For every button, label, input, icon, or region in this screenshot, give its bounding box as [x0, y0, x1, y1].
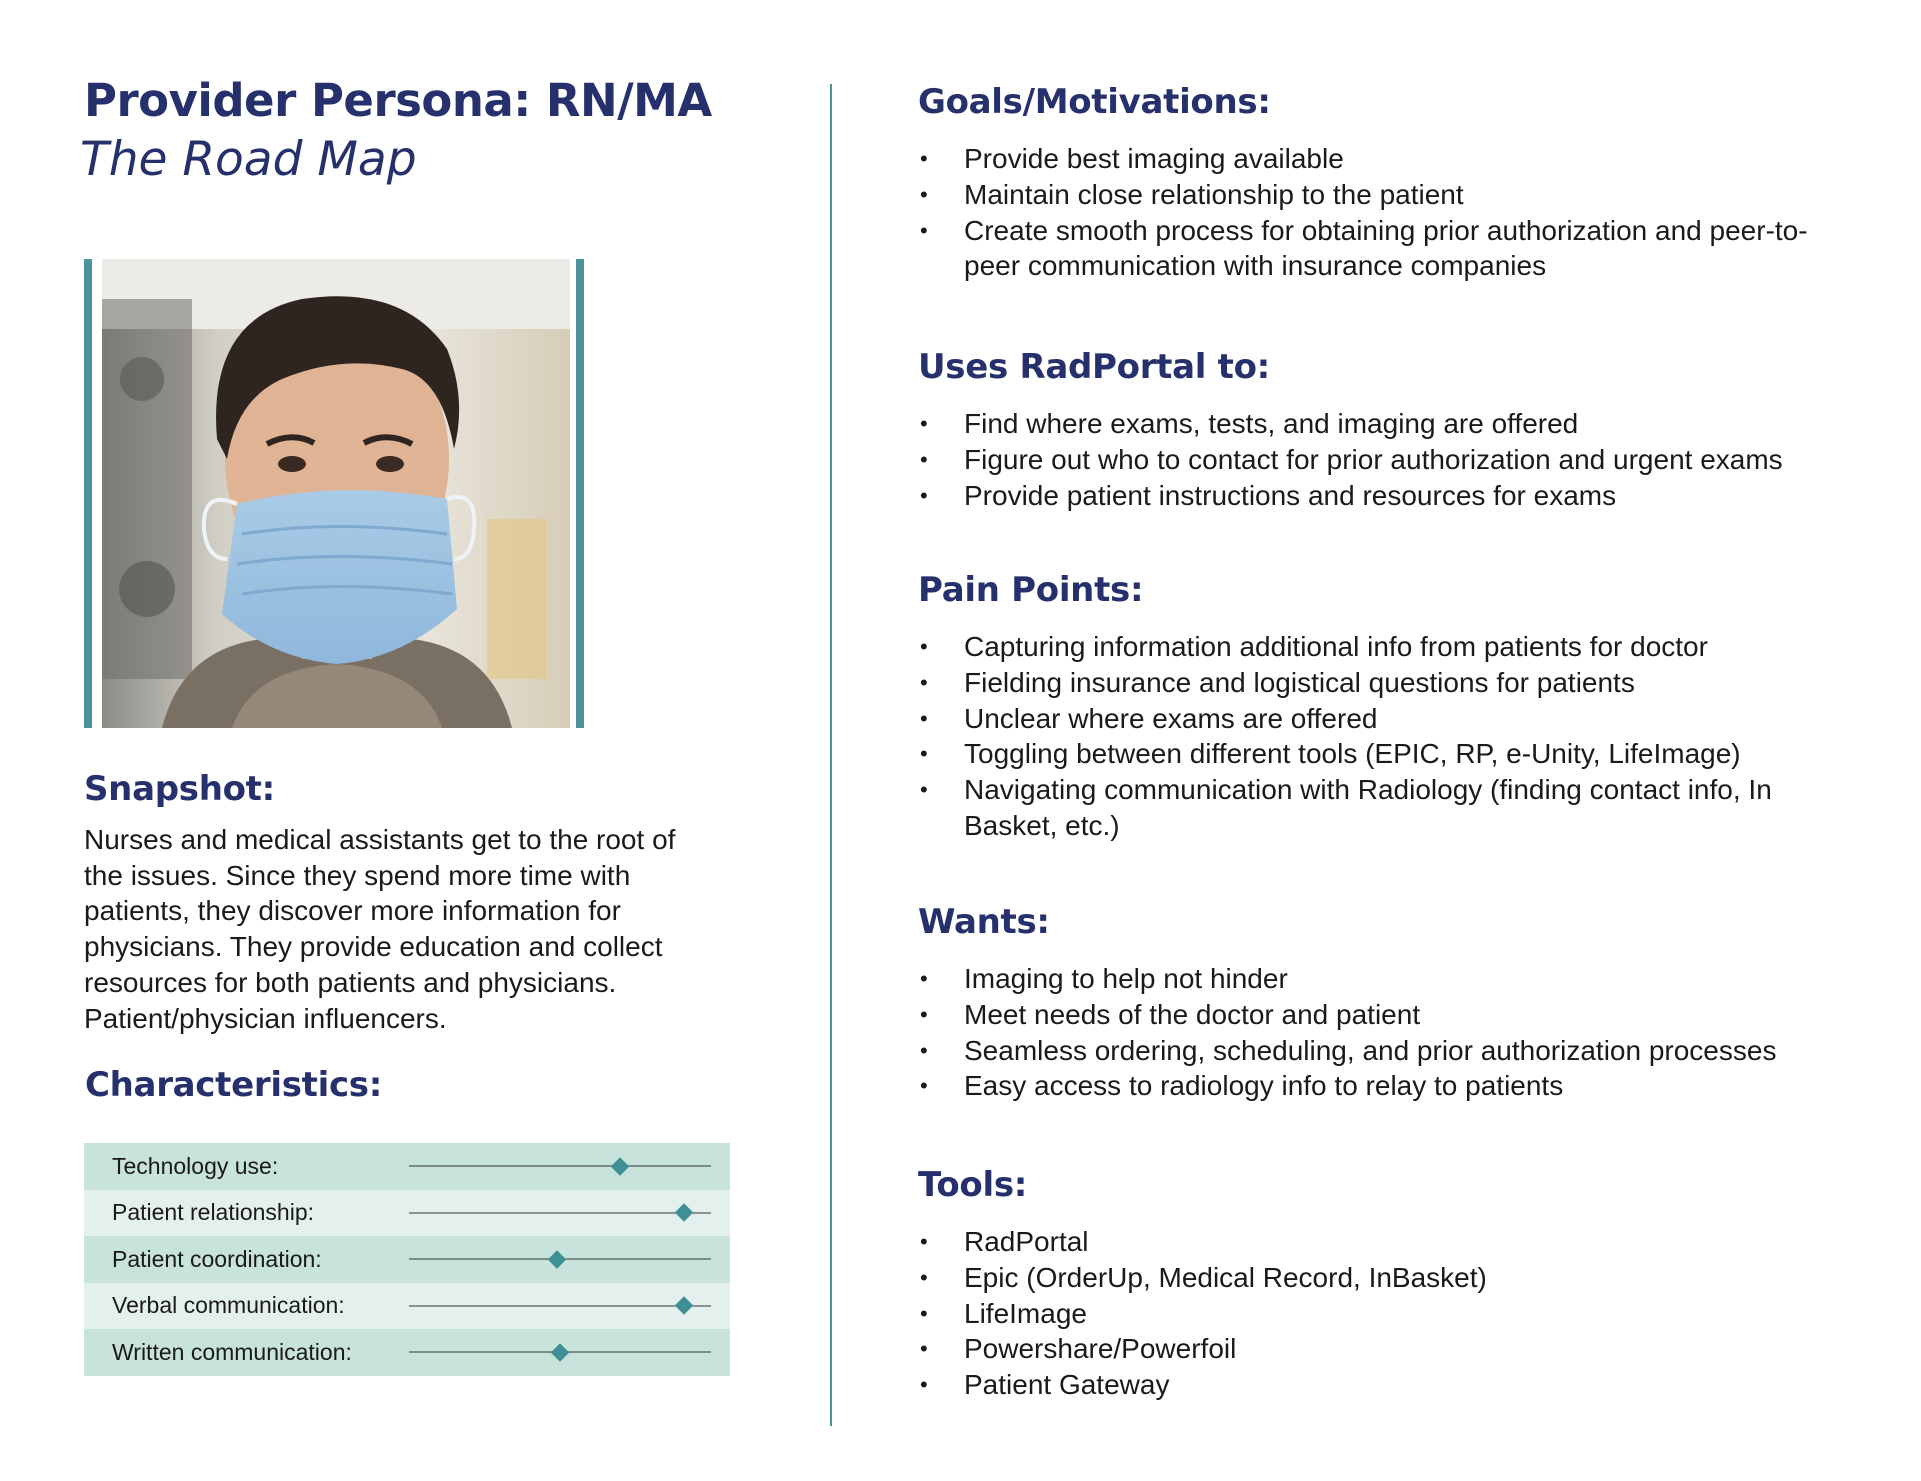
characteristic-label: Written communication: — [112, 1338, 352, 1365]
list-item: • Provide patient instructions and resources for exams — [920, 479, 1617, 511]
list-item: • Unclear where exams are offered — [920, 702, 1378, 734]
characteristics-table — [84, 1143, 730, 1376]
persona-photo-frame — [84, 259, 584, 728]
list-item: • Patient Gateway — [920, 1369, 1170, 1401]
characteristic-slider — [409, 1305, 711, 1306]
list-item: • LifeImage — [920, 1297, 1087, 1329]
page-subtitle: The Road Map — [80, 132, 417, 187]
list-item: • RadPortal — [920, 1226, 1089, 1257]
page-title: Provider Persona: RN/MA — [84, 74, 712, 127]
persona-photo — [102, 259, 570, 728]
characteristics-heading: Characteristics: — [85, 1065, 383, 1105]
characteristic-slider — [409, 1212, 711, 1213]
photo-frame-bar-right — [576, 259, 584, 728]
characteristic-marker — [548, 1250, 566, 1268]
characteristic-slider — [409, 1166, 711, 1167]
tools-list — [918, 1224, 1838, 1403]
list-item: • Maintain close relationship to the patient — [920, 178, 1464, 210]
characteristic-slider — [409, 1352, 711, 1353]
list-item: • Toggling between different tools (EPIC, RP, e-Unity, LifeImage) — [920, 738, 1741, 770]
pain-points-heading: Pain Points: — [918, 570, 1144, 610]
uses-list — [918, 406, 1878, 513]
goals-heading: Goals/Motivations: — [918, 82, 1271, 122]
list-item: • Create smooth process for obtaining prior authorization and peer-to-peer communication with insurance companies — [920, 214, 1808, 282]
list-item: • Seamless ordering, scheduling, and prior authorization processes — [920, 1034, 1777, 1066]
wants-list — [918, 961, 1878, 1104]
list-item: • Fielding insurance and logistical questions for patients — [920, 666, 1635, 698]
list-item: • Meet needs of the doctor and patient — [920, 998, 1421, 1030]
wants-heading: Wants: — [918, 902, 1050, 942]
list-item: • Easy access to radiology info to relay to patients — [920, 1070, 1564, 1102]
characteristic-row — [84, 1236, 730, 1283]
characteristic-slider — [409, 1259, 711, 1260]
snapshot-heading: Snapshot: — [84, 769, 275, 809]
uses-heading: Uses RadPortal to: — [918, 347, 1270, 387]
characteristic-row — [84, 1283, 730, 1330]
list-item: • Capturing information additional info from patients for doctor — [920, 631, 1708, 662]
list-item: • Powershare/Powerfoil — [920, 1333, 1237, 1365]
characteristic-marker — [611, 1157, 629, 1175]
characteristic-label: Patient coordination: — [112, 1245, 322, 1272]
characteristic-row — [84, 1190, 730, 1237]
pain-points-list — [918, 629, 1838, 844]
person-photo-icon — [102, 259, 570, 728]
characteristic-marker — [675, 1204, 693, 1222]
list-item: • Imaging to help not hinder — [920, 963, 1288, 994]
characteristic-marker — [551, 1343, 569, 1361]
characteristic-label: Technology use: — [112, 1152, 279, 1179]
characteristic-row — [84, 1329, 730, 1376]
list-item: • Figure out who to contact for prior authorization and urgent exams — [920, 443, 1783, 475]
characteristic-row — [84, 1143, 730, 1190]
list-item: • Provide best imaging available — [920, 143, 1344, 174]
list-item: • Navigating communication with Radiology (finding contact info, In Basket, etc.) — [920, 774, 1772, 841]
list-item: • Find where exams, tests, and imaging are offered — [920, 408, 1579, 439]
snapshot-text: Nurses and medical assistants get to the root of the issues. Since they spend more time with patients, they discover more information for physicians. They provide education and collect resources for both patients and physicians. Patient/physician influencers. — [84, 824, 676, 1034]
photo-frame-bar-left — [84, 259, 92, 728]
goals-list — [918, 141, 1838, 284]
list-item: • Epic (OrderUp, Medical Record, InBasket) — [920, 1261, 1487, 1293]
characteristic-marker — [675, 1297, 693, 1315]
characteristic-label: Patient relationship: — [112, 1199, 315, 1226]
tools-heading: Tools: — [918, 1165, 1028, 1205]
characteristic-label: Verbal communication: — [112, 1292, 345, 1319]
column-divider — [830, 84, 832, 1426]
